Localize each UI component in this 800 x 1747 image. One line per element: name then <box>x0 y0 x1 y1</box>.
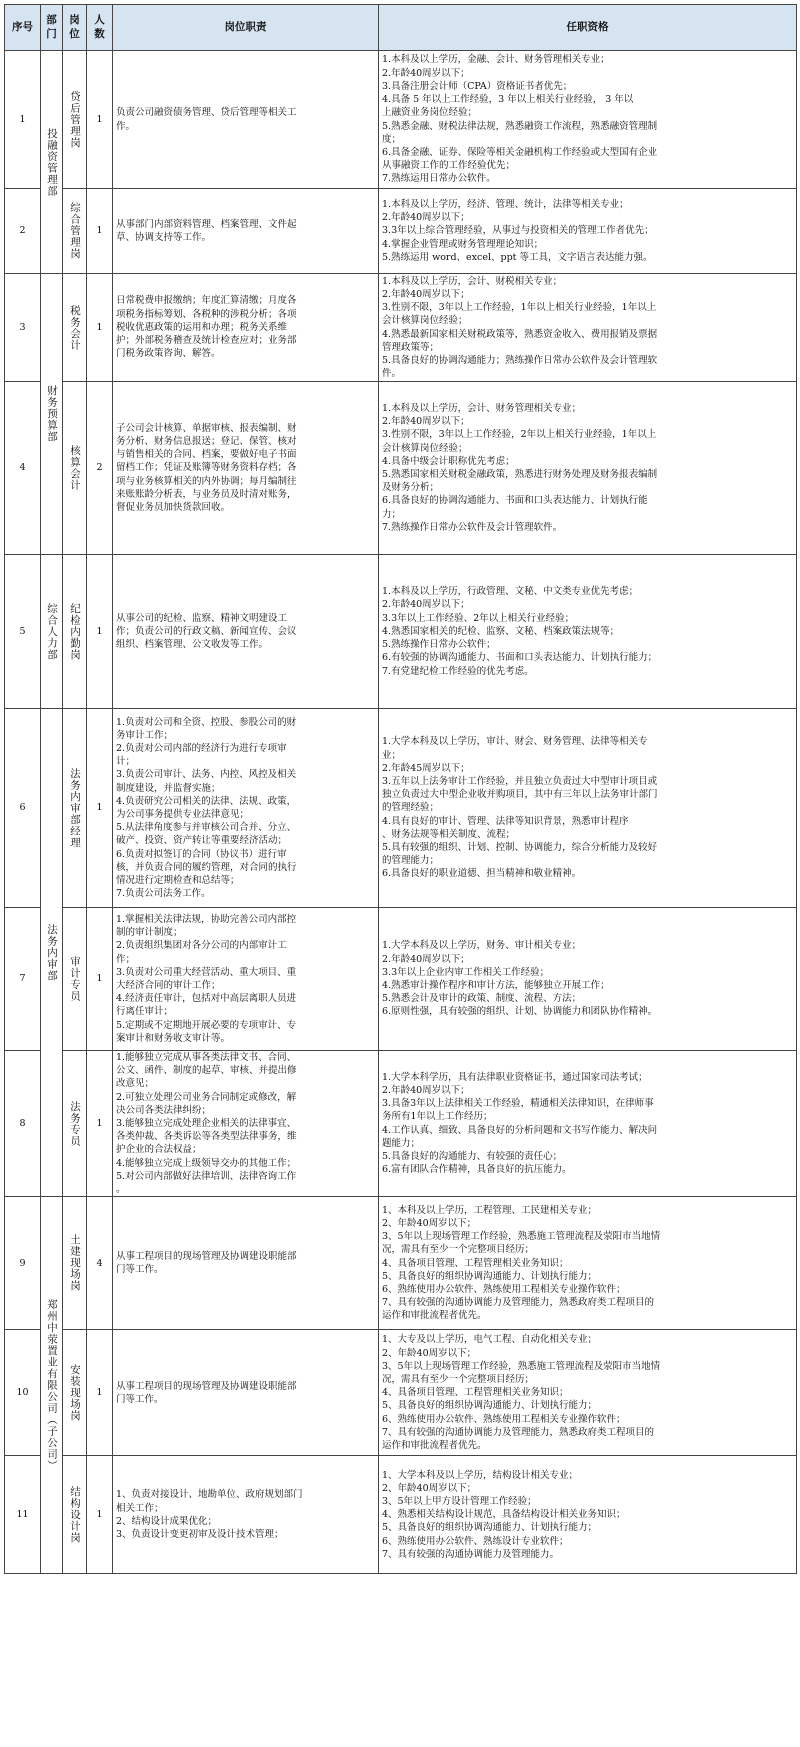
table-row <box>5 189 797 274</box>
qualification-cell <box>379 382 797 555</box>
duty-line: 大经济合同的审计工作； <box>116 980 221 991</box>
duty-line: 从事部门内部资料管理、档案管理、文件起 <box>116 218 297 230</box>
table-row <box>5 908 797 1051</box>
post-name: 审计专员 <box>63 908 87 1051</box>
post-name: 贷后管理岗 <box>63 51 87 189</box>
header-row <box>5 5 797 51</box>
headcount: 1 <box>87 51 113 189</box>
duty-line: 行离任审计； <box>116 1006 174 1018</box>
duty-line: 税收优惠政策的运用和办理；税务关系维 <box>116 321 288 333</box>
header-post: 岗位 <box>63 5 87 51</box>
qualification-line: 4.熟悉国家相关的纪检、监察、文秘、档案政策法规等； <box>382 625 620 637</box>
qualification-line: 6.具备良好的协调沟通能力、书面和口头表达能力、计划执行能 <box>382 495 648 507</box>
qualification-line: 5.熟悉国家相关财税金融政策，熟悉进行财务处理及财务报表编制 <box>382 469 658 480</box>
qualification-cell <box>379 1051 797 1197</box>
qualification-line: 5.具备良好的沟通能力、有较强的责任心； <box>382 1151 563 1163</box>
duty-line: 与销售相关的合同、档案，要做好电子书面 <box>116 449 297 461</box>
table-row <box>5 555 797 709</box>
table-row <box>5 382 797 555</box>
qualification-line: 运作和审批流程者优先。 <box>382 1310 487 1322</box>
qualification-line: 2.年龄40周岁以下； <box>382 212 470 224</box>
table-row <box>5 274 797 382</box>
table-row <box>5 51 797 189</box>
qualification-line: 6.具备金融、证券、保险等相关金融机构工作经验或大型国有企业 <box>382 146 658 158</box>
duty-line: 为公司事务提供专业法律意见； <box>116 809 250 820</box>
headcount: 1 <box>87 189 113 274</box>
row-number: 8 <box>5 1051 41 1197</box>
qualification-line: 会计核算岗位经验； <box>382 442 468 454</box>
headcount: 1 <box>87 709 113 908</box>
qualification-cell <box>379 1330 797 1456</box>
duty-line: 务审计工作； <box>116 729 174 741</box>
duty-line: 核，并负责合同的履约管理，对合同的执行 <box>116 861 297 873</box>
duty-line: 督促业务员加快货款回收。 <box>116 502 231 513</box>
duty-line: 。 <box>116 1184 126 1196</box>
table-row <box>5 1456 797 1574</box>
duty-line: 破产、投资、资产转让等重要经济活动； <box>116 835 288 847</box>
header-dept: 部门 <box>41 5 63 51</box>
department-cell: 投融资管理部 <box>41 51 63 274</box>
post-name: 综合管理岗 <box>63 189 87 274</box>
qualification-line: 2、年龄40周岁以下； <box>382 1218 477 1230</box>
qualification-cell <box>379 1197 797 1330</box>
qualification-line: 2.年龄40周岁以下； <box>382 599 470 611</box>
headcount: 1 <box>87 1456 113 1574</box>
qualification-line: 4.熟悉最新国家相关财税政策等，熟悉资金收入、费用报销及票据 <box>382 328 658 340</box>
duty-line: 各类仲裁、各类诉讼等各类型法律事务，维 <box>116 1131 297 1143</box>
duty-line: 护；外部税务稽查及统计检查应对；业务部 <box>116 335 297 347</box>
qualification-cell <box>379 274 797 382</box>
duty-line: 计； <box>116 756 136 768</box>
duty-line: 2、结构设计成果优化； <box>116 1515 218 1527</box>
post-name: 结构设计岗 <box>63 1456 87 1574</box>
duty-line: 从事公司的纪检、监察、精神文明建设工 <box>116 612 288 624</box>
qualification-line: 业； <box>382 749 402 761</box>
qualification-line: 3.3年以上综合管理经验，从事过与投资相关的管理工作者优先； <box>382 225 654 237</box>
table-row <box>5 1197 797 1330</box>
post-name: 纪检内勤岗 <box>63 555 87 709</box>
table-row <box>5 1330 797 1456</box>
row-number: 11 <box>5 1456 41 1574</box>
qualification-line: 3.3年以上工作经验、2年以上相关行业经验； <box>382 612 575 624</box>
qualification-line: 6、熟练使用办公软件、熟练使用工程相关专业操作软件； <box>382 1413 626 1425</box>
duty-line: 制度建设，并监督实施； <box>116 782 221 794</box>
qualification-line: 件。 <box>382 368 402 380</box>
qualification-line: 1.大学本科及以上学历，审计、财会、财务管理、法律等相关专 <box>382 736 648 748</box>
recruitment-table <box>4 4 797 1574</box>
qualification-line: 况，需具有至少一个完整项目经历； <box>382 1373 535 1385</box>
duty-cell <box>113 1051 379 1197</box>
qualification-line: 6.富有团队合作精神，具备良好的抗压能力。 <box>382 1164 572 1176</box>
qualification-line: 3、5年以上甲方设计管理工作经验； <box>382 1495 537 1507</box>
row-number: 1 <box>5 51 41 189</box>
qualification-line: 1.本科及以上学历，行政管理、文秘、中文类专业优先考虑； <box>382 586 639 598</box>
duty-line: 改意见； <box>116 1078 155 1090</box>
qualification-line: 5.熟练操作日常办公软件； <box>382 639 496 651</box>
headcount: 1 <box>87 555 113 709</box>
qualification-line: 1.本科及以上学历，会计、财税相关专业； <box>382 275 563 287</box>
table-body <box>5 51 797 1574</box>
qualification-line: 1.本科及以上学历，金融、会计、财务管理相关专业； <box>382 54 610 66</box>
row-number: 4 <box>5 382 41 555</box>
qualification-line: 4.具有良好的审计、管理、法律等知识背景，熟悉审计程序 <box>382 815 629 827</box>
duty-line: 3、负责设计变更初审及设计技术管理； <box>116 1528 284 1540</box>
qualification-line: 1.大学本科学历，具有法律职业资格证书，通过国家司法考试； <box>382 1071 648 1083</box>
qualification-line: 6、熟练使用办公软件、熟练设计专业软件； <box>382 1535 569 1547</box>
qualification-line: 会计核算岗位经验； <box>382 315 468 327</box>
duty-line: 2.负责组织集团对各分公司的内部审计工 <box>116 940 287 952</box>
post-name: 法务专员 <box>63 1051 87 1197</box>
duty-line: 来账账龄分析表，与业务员及时清对账务， <box>116 488 297 500</box>
qualification-line: 1.本科及以上学历，经济、管理、统计，法律等相关专业； <box>382 198 629 210</box>
qualification-line: 2.年龄45周岁以下； <box>382 762 470 774</box>
qualification-line: 5、具备良好的组织协调沟通能力、计划执行能力； <box>382 1522 598 1534</box>
row-number: 3 <box>5 274 41 382</box>
qualification-line: 从事融资工作的工作经验优先； <box>382 160 516 172</box>
duty-cell <box>113 51 379 189</box>
duty-line: 5.对公司内部做好法律培训、法律咨询工作 <box>116 1170 297 1182</box>
headcount: 2 <box>87 382 113 555</box>
qualification-line: 4、具备项目管理、工程管理相关业务知识； <box>382 1387 569 1399</box>
qualification-line: 3、5年以上现场管理工作经验，熟悉施工管理流程及荥阳市当地情 <box>382 1231 661 1243</box>
qualification-line: 5、具备良好的组织协调沟通能力、计划执行能力； <box>382 1400 598 1412</box>
duty-line: 护企业的合法权益； <box>116 1144 202 1156</box>
qualification-line: 6.有较强的协调沟通能力、书面和口头表达能力、计划执行能力； <box>382 652 658 664</box>
qualification-line: 6.具备良好的职业道德、担当精神和敬业精神。 <box>382 868 582 880</box>
qualification-line: 2.年龄40周岁以下； <box>382 67 470 79</box>
qualification-line: 4.具备 5 年以上工作经验，3 年以上相关行业经验， 3 年以 <box>382 94 634 106</box>
duty-cell <box>113 555 379 709</box>
duty-line: 6.负责对拟签订的合同（协议书）进行审 <box>116 848 287 860</box>
duty-cell <box>113 274 379 382</box>
headcount: 1 <box>87 274 113 382</box>
qualification-cell <box>379 1456 797 1574</box>
department-cell: 法务内审部 <box>41 709 63 1197</box>
qualification-line: 3、5年以上现场管理工作经验，熟悉施工管理流程及荥阳市当地情 <box>382 1360 661 1372</box>
table-row <box>5 709 797 908</box>
duty-line: 4.经济责任审计，包括对中高层离职人员进 <box>116 993 297 1005</box>
header-num: 人数 <box>87 5 113 51</box>
duty-line: 3.负责公司审计、法务、内控、风控及相关 <box>116 769 297 781</box>
qualification-line: 1.大学本科及以上学历，财务、审计相关专业； <box>382 940 582 952</box>
qualification-line: 3.具备3年以上法律相关工作经验，精通相关法律知识，在律师事 <box>382 1098 654 1110</box>
duty-line: 项税务指标筹划、各税种的涉税分析；各项 <box>116 308 297 320</box>
row-number: 7 <box>5 908 41 1051</box>
duty-line: 7.负责公司法务工作。 <box>116 888 211 900</box>
qualification-line: 4.具备中级会计职称优先考虑； <box>382 455 515 467</box>
row-number: 2 <box>5 189 41 274</box>
duty-line: 组织、档案管理、公文收发等工作。 <box>116 639 269 651</box>
duty-line: 从事工程项目的现场管理及协调建设职能部 <box>116 1251 297 1263</box>
qualification-line: 务所有1年以上工作经历； <box>382 1111 493 1123</box>
qualification-line: 2、年龄40周岁以下； <box>382 1347 477 1359</box>
qualification-line: 及财务分析； <box>382 482 440 494</box>
qualification-line: 2、年龄40周岁以下； <box>382 1482 477 1494</box>
qualification-line: 6.原则性强，具有较强的组织、计划、协调能力和团队协作精神。 <box>382 1006 658 1018</box>
qualification-line: 5、具备良好的组织协调沟通能力、计划执行能力； <box>382 1270 598 1282</box>
qualification-line: 1、本科及以上学历，工程管理、工民建相关专业； <box>382 1204 598 1216</box>
qualification-cell <box>379 908 797 1051</box>
post-name: 法务内审部经理 <box>63 709 87 908</box>
duty-line: 项与业务核算相关的内外协调；每月编制往 <box>116 475 297 487</box>
qualification-line: 2.年龄40周岁以下； <box>382 1085 470 1096</box>
duty-line: 日常税费申报缴纳；年度汇算清缴；月度各 <box>116 295 297 307</box>
qualification-line: 4.熟悉审计操作程序和审计方法，能够独立开展工作； <box>382 980 610 991</box>
duty-line: 决公司各类法律纠纷； <box>116 1104 212 1116</box>
duty-cell <box>113 908 379 1051</box>
header-no: 序号 <box>5 5 41 51</box>
duty-line: 2.可独立处理公司业务合同制定或修改，解 <box>116 1091 297 1103</box>
duty-line: 从事工程项目的现场管理及协调建设职能部 <box>116 1380 297 1392</box>
qualification-line: 2.年龄40周岁以下； <box>382 288 470 300</box>
qualification-line: 7、具有较强的沟通协调能力及管理能力。 <box>382 1548 560 1560</box>
headcount: 4 <box>87 1197 113 1330</box>
duty-line: 情况进行定期检查和总结等； <box>116 875 240 887</box>
qualification-line: 管理政策等； <box>382 341 440 353</box>
qualification-line: 力； <box>382 508 402 520</box>
qualification-line: 4.工作认真、细致、具备良好的分析问题和文书写作能力、解决问 <box>382 1124 658 1136</box>
qualification-cell <box>379 555 797 709</box>
duty-cell <box>113 709 379 908</box>
duty-line: 5.定期或不定期地开展必要的专项审计、专 <box>116 1019 297 1031</box>
duty-line: 1.负责对公司和全资、控股、参股公司的财 <box>116 716 297 728</box>
qualification-line: 3.五年以上法务审计工作经验，并且独立负责过大中型审计项目或 <box>382 775 658 787</box>
qualification-line: 4、熟悉相关结构设计规范，具备结构设计相关业务知识； <box>382 1509 626 1521</box>
duty-cell <box>113 1330 379 1456</box>
qualification-line: 4、具备项目管理、工程管理相关业务知识； <box>382 1257 569 1269</box>
qualification-line: 3.具备注册会计师（CPA）资格证书者优先； <box>382 80 573 92</box>
duty-line: 3.能够独立完成处理企业相关的法律事宜、 <box>116 1118 297 1130</box>
qualification-line: 7、具有较强的沟通协调能力及管理能力，熟悉政府类工程项目的 <box>382 1297 655 1309</box>
qualification-cell <box>379 51 797 189</box>
qualification-line: 7、具有较强的沟通协调能力及管理能力，熟悉政府类工程项目的 <box>382 1426 655 1438</box>
qualification-line: 6、熟练使用办公软件、熟练使用工程相关专业操作软件； <box>382 1284 626 1296</box>
duty-line: 1、负责对接设计、地勘单位、政府规划部门 <box>116 1489 303 1501</box>
duty-line: 子公司会计核算、单据审核、报表编制、财 <box>116 422 297 434</box>
duty-line: 留档工作；凭证及账簿等财务资料存档；各 <box>116 462 297 474</box>
qualification-line: 5.具备良好的协调沟通能力；熟练操作日常办公软件及会计管理软 <box>382 354 658 366</box>
qualification-line: 5.熟悉会计及审计的政策、制度、流程、方法； <box>382 993 582 1005</box>
row-number: 9 <box>5 1197 41 1330</box>
qualification-line: 3.性别不限，3年以上工作经验，1年以上相关行业经验，1年以上 <box>382 302 657 314</box>
duty-line: 草、协调支持等工作。 <box>116 232 212 243</box>
duty-line: 作；负责公司的行政文稿、新闻宣传、会议 <box>116 625 297 637</box>
department-cell: 综合人力部 <box>41 555 63 709</box>
qualification-line: 、财务法规等相关制度、流程； <box>382 828 516 840</box>
qualification-cell <box>379 189 797 274</box>
duty-line: 案审计和财务收支审计等。 <box>116 1032 231 1044</box>
duty-line: 5.从法律角度参与并审核公司合并、分立、 <box>116 822 297 834</box>
qualification-line: 独立负责过大中型企业收并购项目，其中有三年以上法务审计部门 <box>382 789 658 801</box>
qualification-line: 3.性别不限，3年以上工作经验，2年以上相关行业经验，1年以上 <box>382 429 657 441</box>
qualification-line: 的管理经验； <box>382 802 440 814</box>
row-number: 5 <box>5 555 41 709</box>
qualification-line: 2.年龄40周岁以下； <box>382 416 470 428</box>
qualification-line: 上融资业务岗位经验； <box>382 107 478 119</box>
duty-line: 相关工作； <box>116 1502 164 1514</box>
headcount: 1 <box>87 908 113 1051</box>
headcount: 1 <box>87 1330 113 1456</box>
qualification-line: 运作和审批流程者优先。 <box>382 1439 487 1451</box>
duty-line: 2.负责对公司内部的经济行为进行专项审 <box>116 742 287 754</box>
duty-line: 4.能够独立完成上级领导交办的其他工作； <box>116 1157 297 1169</box>
qualification-line: 5.熟悉金融、财税法律法规，熟悉融资工作流程，熟悉融资管理制 <box>382 120 658 132</box>
qualification-line: 5.具有较强的组织、计划、控制、协调能力，综合分析能力及较好 <box>382 842 658 853</box>
department-cell: 郑州中荥置业有限公司（子公司） <box>41 1197 63 1574</box>
qualification-line: 况，需具有至少一个完整项目经历； <box>382 1244 535 1256</box>
duty-line: 公文、函件、制度的起草、审核、并提出修 <box>116 1065 297 1077</box>
recruitment-table-sheet <box>4 4 796 1574</box>
duty-cell <box>113 382 379 555</box>
duty-line: 1.能够独立完成从事各类法律文书、合同、 <box>116 1052 297 1063</box>
duty-line: 4.负责研究公司相关的法律、法规、政策， <box>116 795 297 807</box>
post-name: 土建现场岗 <box>63 1197 87 1330</box>
duty-line: 1.掌握相关法律法规，协助完善公司内部控 <box>116 913 297 925</box>
qualification-line: 4.掌握企业管理或财务管理理论知识； <box>382 238 544 250</box>
qualification-line: 7.熟练运用日常办公软件。 <box>382 173 496 185</box>
header-qual: 任职资格 <box>379 5 797 51</box>
duty-line: 务分析、财务信息报送；登记、保管、核对 <box>116 435 297 447</box>
qualification-line: 1、大专及以上学历，电气工程、自动化相关专业； <box>382 1334 598 1346</box>
qualification-line: 5.熟练运用 word、excel、ppt 等工具，文字语言表达能力强。 <box>382 251 653 263</box>
qualification-cell <box>379 709 797 908</box>
qualification-line: 2.年龄40周岁以下； <box>382 953 470 965</box>
duty-line: 3.负责对公司重大经营活动、重大项目、重 <box>116 966 297 978</box>
duty-line: 制的审计制度； <box>116 927 183 939</box>
qualification-line: 7.熟练操作日常办公软件及会计管理软件。 <box>382 521 563 533</box>
header-duty: 岗位职责 <box>113 5 379 51</box>
duty-cell <box>113 189 379 274</box>
qualification-line: 题能力； <box>382 1137 421 1149</box>
duty-line: 门税务政策咨询、解答。 <box>116 348 221 360</box>
duty-line: 门等工作。 <box>116 1393 164 1405</box>
qualification-line: 1.本科及以上学历，会计、财务管理相关专业； <box>382 402 582 414</box>
qualification-line: 3.3年以上企业内审工作相关工作经验； <box>382 966 550 978</box>
duty-line: 负责公司融资债务管理、贷后管理等相关工 <box>116 107 297 119</box>
qualification-line: 度； <box>382 133 402 145</box>
duty-cell <box>113 1456 379 1574</box>
post-name: 税务会计 <box>63 274 87 382</box>
department-cell: 财务预算部 <box>41 274 63 555</box>
row-number: 10 <box>5 1330 41 1456</box>
duty-line: 作； <box>116 953 136 965</box>
duty-cell <box>113 1197 379 1330</box>
headcount: 1 <box>87 1051 113 1197</box>
qualification-line: 1、大学本科及以上学历，结构设计相关专业； <box>382 1469 579 1481</box>
row-number: 6 <box>5 709 41 908</box>
qualification-line: 的管理能力； <box>382 855 440 867</box>
table-row <box>5 1051 797 1197</box>
duty-line: 门等工作。 <box>116 1264 164 1276</box>
duty-line: 作。 <box>116 120 136 132</box>
post-name: 核算会计 <box>63 382 87 555</box>
qualification-line: 7.有党建纪检工作经验的优先考虑。 <box>382 665 534 677</box>
post-name: 安装现场岗 <box>63 1330 87 1456</box>
